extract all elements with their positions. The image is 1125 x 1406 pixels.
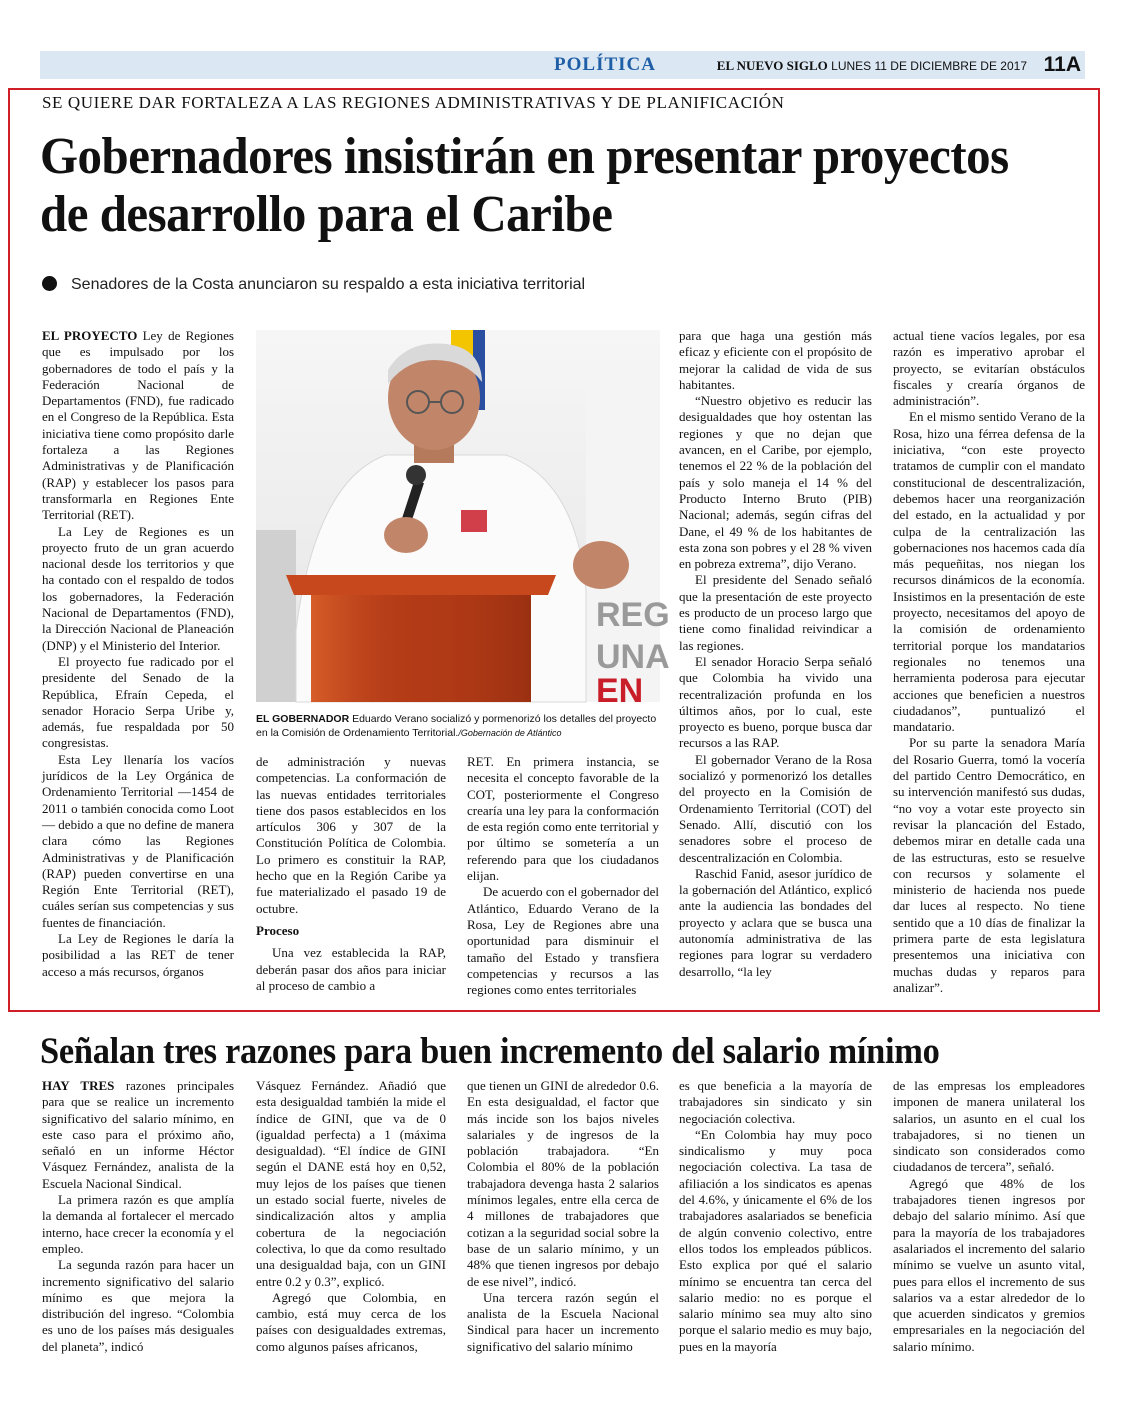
article-subhead xyxy=(42,276,585,294)
paragraph: para que haga una gestión más eficaz y eficiente con el propósito de mejorar la calidad de vida de sus habitantes. xyxy=(679,328,872,392)
article1-column-3 xyxy=(467,754,659,998)
subhead-text: Senadores de la Costa anunciaron su respaldo a esta iniciativa territorial xyxy=(71,276,586,293)
banner-text-2: UNA xyxy=(596,638,670,676)
paragraph: de las empresas los empleadores imponen de manera unilateral los salarios, un asunto en el cual los trabajadores, si no tienen un sindicato son considerados como ciudadanos de tercera”, señaló. xyxy=(893,1078,1085,1175)
article1-column-4 xyxy=(679,328,872,980)
paragraph: El proyecto fue radicado por el presidente del Senado de la República, Efraín Cepeda, el senador Horacio Serpa Uribe y, además, fue respaldada por 50 congresistas. xyxy=(42,653,234,751)
banner-text-3: EN xyxy=(596,672,644,710)
paragraph: Por su parte la senadora María del Rosario Guerra, tomó la vocería del partido Centro Democrático, en su intervención manifestó sus dudas, “no voy a votar este proyecto sin revisar la plancación del Estado, debemos mirar en detalle cada una de las estructuras, esto se resuelve con recursos y solamente el ministerio de hacienda nos puede dar luces al respecto. No tiene sentido que a 10 días de finalizar la primera parte de esta legislatura presentemos una iniciativa con muchas dudas y reparos para analizar”. xyxy=(893,735,1085,995)
article2-column-1 xyxy=(42,1078,234,1355)
paragraph: El gobernador Verano de la Rosa socializó y pormenorizó los detalles del proyecto en la Comisión de Ordenamiento Territorial (COT) del Senado. Allí, discutió con los senadores sobre el proceso de descentralización en Colombia. xyxy=(679,751,872,865)
lead-in: EL PROYECTO xyxy=(42,328,138,343)
article2-headline: Señalan tres razones para buen incremento del salario mínimo xyxy=(40,1031,940,1072)
paragraph: Agregó que Colombia, en cambio, está muy cerca de los países con desigualdades extremas, como algunos países africanos, xyxy=(256,1289,446,1354)
paragraph: es que beneficia a la mayoría de trabajadores sin sindicato y sin negociación colectiva. xyxy=(679,1078,872,1126)
bullet-icon xyxy=(42,276,57,291)
photo-caption xyxy=(256,712,660,740)
banner-text-1: REG xyxy=(596,596,670,634)
paper-name: EL NUEVO SIGLO xyxy=(716,58,828,73)
paragraph: Una vez establecida la RAP, deberán pasar dos años para iniciar al proceso de cambio a xyxy=(256,945,446,993)
paragraph: actual tiene vacíos legales, por esa razón es imperativo aprobar el proyecto, se evitarían obstáculos fiscales y crearía órganos de administración”. xyxy=(893,328,1085,409)
article-headline: Gobernadores insistirán en presentar proyectos de desarrollo para el Caribe xyxy=(40,128,1009,243)
governor-photo-illustration xyxy=(256,330,670,710)
issue-date: LUNES 11 DE DICIEMBRE DE 2017 xyxy=(831,59,1027,73)
page-number: 11A xyxy=(1043,53,1081,76)
paragraph: De acuerdo con el gobernador del Atlántico, Eduardo Verano de la Rosa, Ley de Regiones abre una oportunidad para disminuir el tamaño del Estado y transfiera competencias y recursos a las regiones como entes territoriales xyxy=(467,884,659,998)
article2-column-5 xyxy=(893,1078,1085,1355)
paragraph: “En Colombia hay muy poco sindicalismo y muy poca negociación colectiva. La tasa de afiliación a los sindicatos es apenas del 4.6%, y únicamente el 6% de los trabajadores asalariados se beneficia de algún convenio colectivo, entre ellos todos los empleados públicos. Esto explica por qué el salario mínimo se encuentra tan cerca del salario medio: no es porque el salario mínimo sea muy alto sino porque el salario medio es muy bajo, pues en la mayoría xyxy=(679,1126,872,1354)
paragraph: que tienen un GINI de alrededor 0.6. En esta desigualdad, el factor que más incide son los bajos niveles salariales y de ingresos de la población trabajadora. “En Colombia el 80% de la población trabajadora devenga hasta 2 salarios mínimos legales, entre ella cerca de 4 millones de trabajadores que cotizan a la seguridad social sobre la base de un salario mínimo, y un 48% que tienen ingresos por debajo de ese nivel”, indicó. xyxy=(467,1078,659,1289)
paragraph: Vásquez Fernández. Añadió que esta desigualdad también la mide el índice de GINI, que va de 0 (igualdad perfecta) a 1 (máxima desigualdad). “El índice de GINI según el DANE está hoy en 0,52, muy lejos de los países que tienen un estado social fuerte, niveles de sindicalización altos y amplia cobertura de la negociación colectiva, lo que da como resultado una desigualdad baja, con un GINI entre 0.2 y 0.3”, explicó. xyxy=(256,1078,446,1289)
paragraph: El presidente del Senado señaló que la presentación de este proyecto es producto de un proceso largo que tiene como finalidad reivindicar a las regiones. xyxy=(679,572,872,653)
article-photo xyxy=(256,330,670,710)
page-header xyxy=(40,51,1085,79)
article2-column-3 xyxy=(467,1078,659,1355)
paragraph: El senador Horacio Serpa señaló que Colombia ha vivido una recentralización profunda en los últimos años, por lo cual, este proyecto es bueno, porque busca dar recursos a las RAP. xyxy=(679,653,872,751)
article1-column-1 xyxy=(42,328,234,980)
article-kicker: SE QUIERE DAR FORTALEZA A LAS REGIONES ADMINISTRATIVAS Y DE PLANIFICACIÓN xyxy=(42,93,785,112)
section-label: POLÍTICA xyxy=(554,54,656,75)
paragraph: Una tercera razón según el analista de la Escuela Nacional Sindical para hacer un incremento significativo del salario mínimo xyxy=(467,1289,659,1354)
paragraph: RET. En primera instancia, se necesita el concepto favorable de la COT, posteriormente el Congreso crearía una ley para la conformación de esta región como ente territorial y por último se sometería a un referendo para que los ciudadanos elijan. xyxy=(467,754,659,884)
paragraph: En el mismo sentido Verano de la Rosa, hizo una férrea defensa de la iniciativa, “con este proyecto tratamos de cumplir con el mandato constitucional de descentralización, debemos hacer una reorganización del estado, en la actualidad y por culpa de la centralización las gobernaciones nos hacemos cada día más pequeñitas, nos niegan los recursos dinámicos de la economía. Insistimos en la presentación de este proyecto, necesitamos del apoyo de la comisión de ordenamiento territorial porque los mandatarios regionales no tenemos una herramienta poderosa para ejecutar acciones que beneficien a nuestros ciudadanos”, puntualizó el mandatario. xyxy=(893,409,1085,735)
photo-credit: /Gobernación de Atlántico xyxy=(458,728,562,738)
paragraph: Raschid Fanid, asesor jurídico de la gobernación del Atlántico, explicó ante la audiencia las bondades del proyecto y aclara que se busca una autonomía administrativa de las regiones para lograr su verdadero desarrollo, “la ley xyxy=(679,865,872,979)
paragraph: La Ley de Regiones es un proyecto fruto de un gran acuerdo nacional desde los territorios y que ha contado con el respaldo de todos los gobernadores, la Federación Nacional de Departamentos (FND), la Dirección Nacional de Planeación (DNP) y el Ministerio del Interior. xyxy=(42,523,234,653)
article1-column-5 xyxy=(893,328,1085,996)
paragraph: Esta Ley llenaría los vacíos jurídicos de la Ley Orgánica de Ordenamiento Territorial —1454 de 2011 o también conocida como Loot— debido a que no define de manera clara cómo las Regiones Administrativas y de Planificación (RAP) pueden convertirse en una Región Ente Territorial (RET), cuáles serían sus competencias y sus fuentes de financiación. xyxy=(42,751,234,930)
article1-column-2 xyxy=(256,754,446,994)
paragraph: La Ley de Regiones le daría la posibilidad a las RET de tener acceso a más recursos, órganos xyxy=(42,930,234,979)
caption-text: Eduardo Verano socializó y pormenorizó los detalles del proyecto en la Comisión de Ordenamiento Territorial. xyxy=(256,713,657,739)
paragraph: La segunda razón para hacer un incremento significativo del salario mínimo es que mejora la distribución del ingreso. “Colombia es uno de los países más desiguales del planeta”, indicó xyxy=(42,1257,234,1354)
lead-in: HAY TRES xyxy=(42,1078,115,1093)
article2-column-4 xyxy=(679,1078,872,1355)
paragraph: La primera razón es que amplía la demanda al fortalecer el mercado interno, hace crecer la economía y el empleo. xyxy=(42,1192,234,1256)
paper-info xyxy=(717,51,1027,79)
caption-lead: EL GOBERNADOR xyxy=(256,713,350,725)
paragraph: EL PROYECTO Ley de Regiones que es impulsado por los gobernadores de todo el país y la Federación Nacional de Departamentos (FND), fue radicado en el Congreso de la República. Esta iniciativa tiene como propósito darle fortaleza a las Regiones Administrativas y de Planificación (RAP) y establecer los pasos para transformarla en Regiones Ente Territorial (RET). xyxy=(42,328,234,523)
paragraph: Agregó que 48% de los trabajadores tienen ingresos por debajo del salario mínimo. Así que para la mayoría de los trabajadores asalariados el incremento del salario mínimo se vuelve un asunto vital, pues para ellos el incremento de sus salarios va a estar alrededor de lo que acuerden sindicatos y gremios empresariales en la negociación del salario mínimo. xyxy=(893,1175,1085,1354)
paragraph: de administración y nuevas competencias. La conformación de las nuevas entidades territoriales tiene dos pasos establecidos en los artículos 306 y 307 de la Constitución Política de Colombia. Lo primero es constituir la RAP, hecho que en la Región Caribe ya fue materializado el pasado 19 de octubre. xyxy=(256,754,446,916)
subsection-title: Proceso xyxy=(256,922,300,938)
article2-column-2 xyxy=(256,1078,446,1355)
paragraph: “Nuestro objetivo es reducir las desigualdades que hoy ostentan las regiones y que no dejan que avancen, en el Caribe, por ejemplo, tenemos el 22 % de la población del país y solo maneja el 14 % del Producto Interno Bruto (PIB) Nacional; además, según cifras del Dane, el 49 % de los habitantes de esta zona son pobres y el 28 % viven en pobreza extrema”, dijo Verano. xyxy=(679,393,872,572)
paragraph: HAY TRES razones principales para que se realice un incremento significativo del salario mínimo, en este caso para el próximo año, señaló en un informe Héctor Vásquez Fernández, analista de la Escuela Nacional Sindical. xyxy=(42,1078,235,1191)
